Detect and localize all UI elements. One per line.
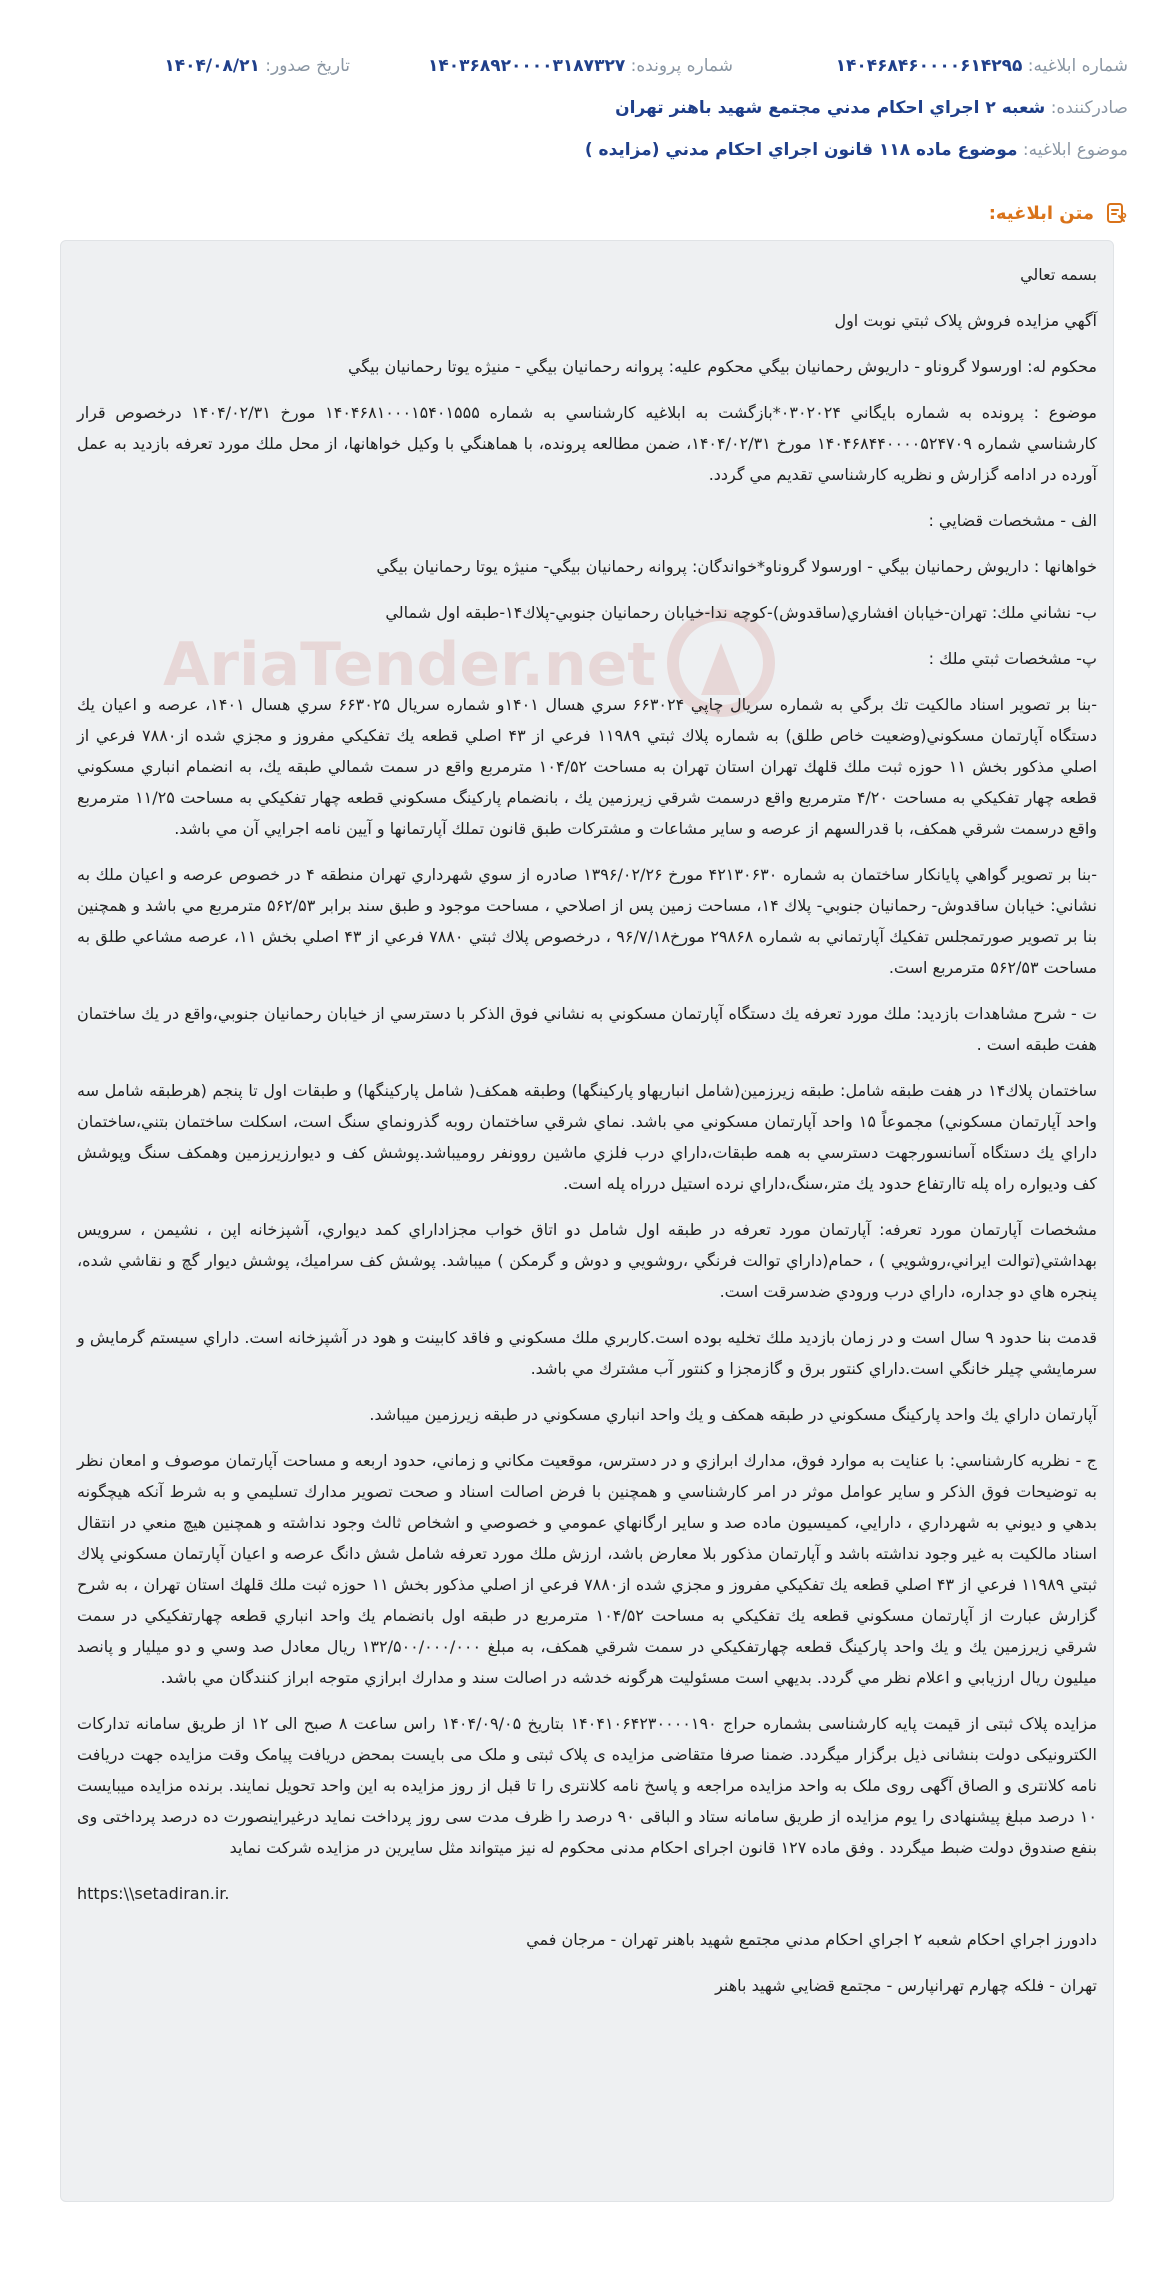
body-paragraph: مزايده پلاک ثبتی از قيمت پايه کارشناسی بشماره حراج ۱۴۰۴۱۰۶۴۲۳۰۰۰۰۱۹۰ بتاريخ ۱۴۰۴/۰۹/۰۵ راس ساعت ۸ صبح الی ۱۲ از طريق سامانه تدارکات الکترونيکی دولت بنشانی ذيل برگزار ميگردد. ضمنا صرفا متقاضی مزايده ی پلاک ثبتی و ملک می بايست بمحض دريافت پيامک وقت مزايده جهت دريافت نامه کلانتری و الصاق آگهی روی ملک به واحد مزايده مراجعه و پاسخ نامه کلانتری را تا قبل از روز مزايده به اين واحد تحويل نمايند. برنده مزايده ميبايست ۱۰ درصد مبلغ پيشنهادی را يوم مزايده از طريق سامانه ستاد و الباقی ۹۰ درصد را ظرف مدت سی روز پرداخت نمايد درغيراينصورت ده درصد پرداختی وی بنفع صندوق دولت ضبط ميگردد . وفق ماده ۱۲۷ قانون اجرای احکام مدنی محکوم له نيز ميتواند مثل سايرين در مزايده شرکت نمايد bbox=[77, 1714, 1098, 1857]
notice-number-field bbox=[836, 56, 1128, 76]
subject-label: موضوع ابلاغيه: bbox=[1022, 140, 1128, 160]
issuer-row bbox=[46, 98, 1128, 118]
issuer-label: صادرکننده: bbox=[1050, 98, 1128, 118]
case-number-value: ۱۴۰۳۶۸۹۲۰۰۰۰۳۱۸۷۳۲۷ bbox=[428, 56, 626, 76]
body-paragraph: مشخصات آپارتمان مورد تعرفه: آپارتمان مورد تعرفه در طبقه اول شامل دو اتاق خواب مجزاداراي كمد ديواري، آشپزخانه اپن ، نشيمن ، سرويس بهداشتي(توالت ايراني،روشويي ) ، حمام(داراي توالت فرنگي ،روشويي و دوش و گرمكن ) ميباشد. پوشش كف سراميك، پوشش ديوار گچ و نقاشي شده، پنجره هاي دو جداره، داراي درب ورودي ضدسرقت است. bbox=[77, 1220, 1097, 1301]
body-paragraph: ج - نظريه كارشناسي: با عنايت به موارد فوق، مدارك ابرازي و در دسترس، موقعيت مكاني و زماني، حدود اربعه و مساحت آپارتمان موصوف و امعان نظر به توضيحات فوق الذكر و ساير عوامل موثر در امر كارشناسي و همچنين با فرض اصالت اسناد و صحت تصوير مدارك تسليمي و به شرط آنكه هيچگونه بدهي و ديوني به شهرداري ، دارايي، كميسيون ماده صد و ساير ارگانهاي عمومي و خصوصي و اشخاص ثالث وجود نداشته و همچنين هيچ منعي در انتقال اسناد مالكيت به غير وجود نداشته باشد و آپارتمان مذكور بلا معارض باشد، ارزش ملك مورد تعرفه شامل شش دانگ عرصه و اعيان آپارتمان مسكوني پلاك ثبتي ۱۱۹۸۹ فرعي از ۴۳ اصلي قطعه يك تفكيكي مفروز و مجزي شده از۷۸۸۰ فرعي از اصلي مذكور بخش ۱۱ حوزه ثبت ملك قلهك استان تهران ، به شرح گزارش عبارت از آپارتمان مسكوني قطعه يك تفكيكي به مساحت ۱۰۴/۵۲ مترمربع در طبقه اول بانضمام يك واحد انباري قطعه چهارتفكيكي در سمت شرقي زيرزمين يك و يك واحد پاركينگ قطعه چهارتفكيكي در سمت شرقي همكف، به مبلغ ۱۳۲/۵۰۰/۰۰۰/۰۰۰ ريال معادل صد وسي و دو ميليار و پانصد ميليون ريال ارزيابي و اعلام نظر مي گردد. بديهي است مسئوليت هرگونه خدشه در اصالت سند و مدارك ابرازي متوجه ابراز كنندگان مي باشد. bbox=[77, 1451, 1098, 1687]
issue-date-field bbox=[164, 56, 350, 76]
notice-text-title: متن ابلاغيه: bbox=[988, 202, 1094, 224]
body-paragraph: تهران - فلكه چهارم تهرانپارس - مجتمع قضايي شهيد باهنر bbox=[715, 1976, 1097, 1995]
notice-body-panel bbox=[60, 240, 1114, 2202]
body-paragraph: پ- مشخصات ثبتي ملك : bbox=[928, 649, 1097, 668]
svg-text:AriaTender.net: AriaTender.net bbox=[162, 630, 656, 700]
notice-meta-row bbox=[46, 56, 1128, 84]
body-paragraph: محکوم له: اورسولا گروناو - داريوش رحمانيان بيگي محکوم عليه: پروانه رحمانيان بيگي - منيژه يوتا رحمانيان بيگي bbox=[347, 357, 1097, 376]
issue-date-label: تاريخ صدور: bbox=[265, 56, 350, 76]
case-number-label: شماره پرونده: bbox=[630, 56, 733, 76]
notice-number-value: ۱۴۰۴۶۸۴۶۰۰۰۰۶۱۴۲۹۵ bbox=[835, 56, 1023, 76]
body-paragraph: آپارتمان داراي يك واحد پاركينگ مسكوني در طبقه همكف و يك واحد انباري مسكوني در طبقه زيرزمين ميباشد. bbox=[369, 1405, 1097, 1424]
body-paragraph: ب- نشاني ملك: تهران-خيابان افشاري(ساقدوش)-کوچه ندا-خيابان رحمانيان جنوبي-پلاك۱۴-طبقه اول شمالي bbox=[385, 603, 1097, 622]
body-paragraph: دادورز اجراي احكام شعبه ۲ اجراي احكام مدني مجتمع شهيد باهنر تهران - مرجان فمي bbox=[526, 1930, 1097, 1949]
body-paragraph: موضوع : پرونده به شماره بايگاني ۰۳۰۲۰۲۴*بازگشت به ابلاغيه کارشناسي به شماره ۱۴۰۴۶۸۱۰۰۰۱۵۴۰۱۵۵۵ مورخ ۱۴۰۴/۰۲/۳۱ درخصوص قرار کارشناسي شماره ۱۴۰۴۶۸۴۴۰۰۰۰۵۲۴۷۰۹ مورخ ۱۴۰۴/۰۲/۳۱، ضمن مطالعه پرونده، با هماهنگي با وکيل خواهانها، از محل ملك مورد تعرفه بازديد به عمل آورده در ادامه گزارش و نظريه کارشناسي تقديم مي گردد. bbox=[77, 403, 1097, 484]
issue-date-value: ۱۴۰۴/۰۸/۲۱ bbox=[164, 56, 260, 76]
body-paragraph: -بنا بر تصوير گواهي پايانكار ساختمان به شماره ۴۲۱۳۰۶۳۰ مورخ ۱۳۹۶/۰۲/۲۶ صادره از سوي شهرداري تهران منطقه ۴ در خصوص عرصه و اعيان ملك به نشاني: خيابان ساقدوش- رحمانيان جنوبي- پلاك ۱۴، مساحت زمين پس از اصلاحي ، مساحت موجود و طبق سند برابر ۵۶۲/۵۳ مترمربع مي باشد و همچنين بنا بر تصوير صورتمجلس تفكيك آپارتماني به شماره ۲۹۸۶۸ مورخ۹۶/۷/۱۸ ، درخصوص پلاك ثبتي ۷۸۸۰ فرعي از ۴۳ اصلي بخش ۱۱، عرصه مشاعي طلق به مساحت ۵۶۲/۵۳ مترمربع است. bbox=[77, 865, 1098, 977]
case-number-field bbox=[428, 56, 733, 76]
issuer-value: شعبه ۲ اجراي احكام مدني مجتمع شهيد باهنر تهران bbox=[615, 98, 1046, 118]
setadiran-link[interactable]: https:\\setadiran.ir. bbox=[77, 1884, 230, 1903]
body-paragraph: ساختمان پلاك۱۴ در هفت طبقه شامل: طبقه زيرزمين(شامل انباريهاو پاركينگها) وطبقه همكف( شامل پاركينگها) و طبقات اول تا پنجم (هرطبقه شامل سه واحد آپارتمان مسكوني) مجموعاً ۱۵ واحد آپارتمان مسكوني مي باشد. نماي شرقي ساختمان روبه گذرونماي سنگ است، اسكلت ساختمان بتني،ساختمان داراي يك دستگاه آسانسورجهت دسترسي به همه طبقات،داراي درب فلزي ماشين روونفر روميباشد.پوشش كف و ديوارزيرزمين وهمكف سنگ وپوشش كف وديواره راه پله تاارتفاع حدود يك متر،سنگ،داراي نرده استيل درراه پله است. bbox=[77, 1081, 1098, 1193]
notice-number-label: شماره ابلاغيه: bbox=[1027, 56, 1128, 76]
body-paragraph: بسمه تعالي bbox=[1020, 265, 1097, 284]
body-paragraph: -بنا بر تصوير اسناد مالكيت تك برگي به شماره سريال چاپي ۶۶۳۰۲۴ سري هسال ۱۴۰۱و شماره سريال ۶۶۳۰۲۵ سري هسال ۱۴۰۱، عرصه و اعيان يك دستگاه آپارتمان مسكوني(وضعيت خاص طلق) به شماره پلاك ثبتي ۱۱۹۸۹ فرعي از ۴۳ اصلي قطعه يك تفكيكي مفروز و مجزي شده از۷۸۸۰ فرعي از اصلي مذكور بخش ۱۱ حوزه ثبت ملك قلهك تهران استان تهران به مساحت ۱۰۴/۵۲ مترمربع واقع در سمت شمالي طبقه يك، به انضمام انباري مسكوني قطعه چهار تفكيكي به مساحت ۴/۲۰ مترمربع واقع درسمت شرقي زيرزمين يك ، بانضمام پاركينگ مسكوني قطعه چهار تفكيكي به مساحت ۱۱/۲۵ مترمربع واقع درسمت شرقي همكف، با قدرالسهم از عرصه و ساير مشاعات و مشتركات طبق قانون تملك آپارتمانها و آيين نامه اجرايي آن مي باشد. bbox=[77, 695, 1098, 838]
body-paragraph: ت - شرح مشاهدات بازديد: ملك مورد تعرفه يك دستگاه آپارتمان مسكوني به نشاني فوق الذكر با دسترسي از خيابان رحمانيان جنوبي،واقع در يك ساختمان هفت طبقه است . bbox=[77, 1004, 1097, 1054]
body-paragraph: خواهانها : داريوش رحمانيان بيگي - اورسولا گروناو*خواندگان: پروانه رحمانيان بيگي- منيژه يوتا رحمانيان بيگي bbox=[376, 557, 1097, 576]
body-paragraph: آگهي مزايده فروش پلاک ثبتي نوبت اول bbox=[834, 311, 1097, 330]
subject-row bbox=[46, 140, 1128, 160]
body-paragraph: قدمت بنا حدود ۹ سال است و در زمان بازديد ملك تخليه بوده است.كاربري ملك مسكوني و فاقد كابينت و هود در آشپزخانه است. داراي سيستم گرمايش و سرمايشي چيلر خانگي است.داراي كنتور برق و گازمجزا و كنتور آب مشترك مي باشد. bbox=[77, 1328, 1097, 1378]
body-paragraph: الف - مشخصات قضايي : bbox=[928, 511, 1097, 530]
subject-value: موضوع ماده ۱۱۸ قانون اجراي احكام مدني (مزايده ) bbox=[584, 140, 1018, 160]
document-icon bbox=[1104, 201, 1128, 225]
notice-text-heading bbox=[989, 198, 1128, 228]
